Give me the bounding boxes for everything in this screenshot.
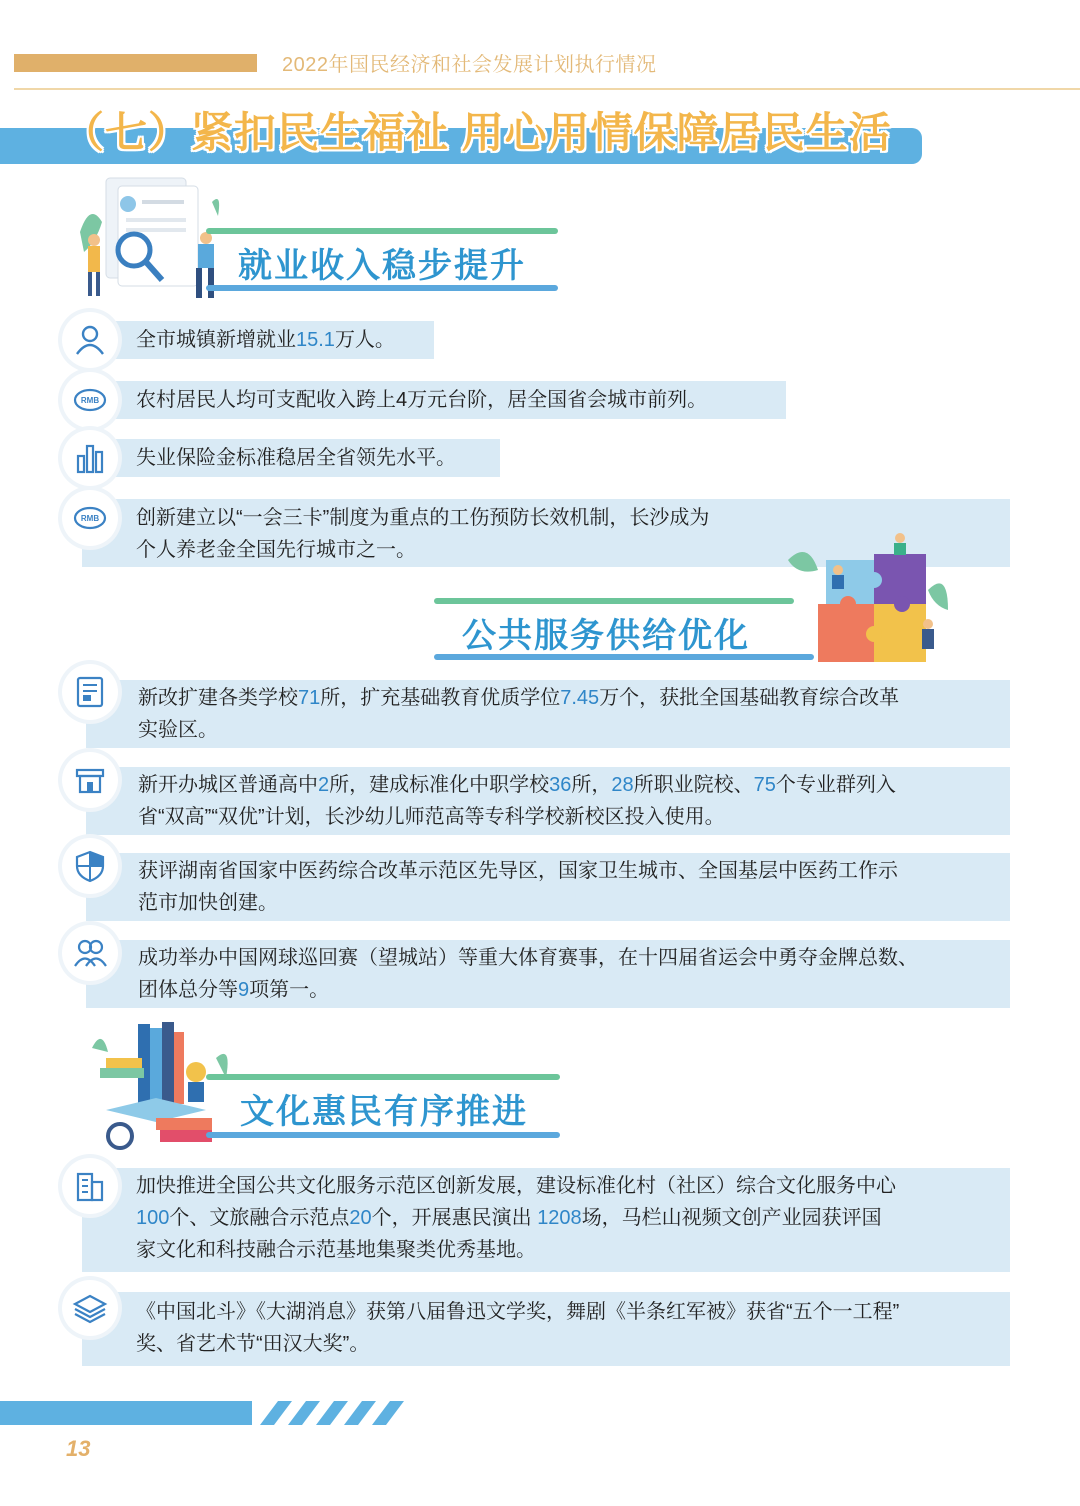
layers-icon <box>62 1280 118 1336</box>
page-number: 13 <box>66 1436 91 1461</box>
item-text: 加快推进全国公共文化服务示范区创新发展，建设标准化村（社区）综合文化服务中心 100个、文旅融合示范点20个，开展惠民演出 1208场，马栏山视频文创产业园获评国 家文化和科技融合示范基地集聚类优秀基地。 <box>136 1175 896 1261</box>
item-text: 成功举办中国网球巡回赛（望城站）等重大体育赛事，在十四届省运会中勇夺金牌总数、 团体总分等9项第一。 <box>138 947 918 1001</box>
item-text: 新开办城区普通高中2所，建成标准化中职学校36所，28所职业院校、75个专业群列入 省“双高”“双优”计划，长沙幼儿师范高等专科学校新校区投入使用。 <box>138 774 896 828</box>
item-text: 失业保险金标准稳居全省领先水平。 <box>136 447 456 469</box>
bar-chart-icon <box>62 430 118 486</box>
item-text: 农村居民人均可支配收入跨上4万元台阶，居全国省会城市前列。 <box>136 389 708 411</box>
item-text: 全市城镇新增就业15.1万人。 <box>136 329 395 351</box>
chapter-title: （七）紧扣民生福祉 用心用情保障居民生活 <box>62 109 892 156</box>
section-divider-top <box>206 1074 560 1080</box>
footer-stripes <box>250 1401 420 1425</box>
rmb-icon <box>62 490 118 546</box>
svg-text:RMB: RMB <box>80 396 100 405</box>
item-text: 新改扩建各类学校71所，扩充基础教育优质学位7.45万个，获批全国基础教育综合改革 实验区。 <box>138 687 900 741</box>
building-icon <box>62 1158 118 1214</box>
person-icon <box>62 312 118 368</box>
section-title-culture: 文化惠民有序推进 <box>240 1093 528 1131</box>
svg-text:RMB: RMB <box>80 514 100 523</box>
item-text: 《中国北斗》《大湖消息》获第八届鲁迅文学奖，舞剧《半条红军被》获省“五个一工程” 奖、省艺术节“田汉大奖”。 <box>136 1301 900 1355</box>
section-divider-top <box>434 598 794 604</box>
header-divider <box>14 88 1080 90</box>
job-search-illustration <box>66 172 226 312</box>
section-title-employment: 就业收入稳步提升 <box>238 247 526 285</box>
school-icon <box>62 752 118 808</box>
document-title: 2022年国民经济和社会发展计划执行情况 <box>282 54 657 76</box>
header-accent-bar <box>14 54 257 72</box>
group-icon <box>62 925 118 981</box>
section-title-public-services: 公共服务供给优化 <box>462 617 750 655</box>
item-text: 获评湖南省国家中医药综合改革示范区先导区，国家卫生城市、全国基层中医药工作示 范市加快创建。 <box>138 860 898 914</box>
rmb-icon <box>62 372 118 428</box>
puzzle-teamwork-illustration <box>778 530 958 670</box>
footer-accent-bar <box>0 1401 252 1425</box>
section-divider-top <box>206 228 558 234</box>
document-icon <box>62 664 118 720</box>
item-text: 创新建立以“一会三卡”制度为重点的工伤预防长效机制，长沙成为 个人养老金全国先行城市之一。 <box>136 507 710 561</box>
shield-icon <box>62 838 118 894</box>
